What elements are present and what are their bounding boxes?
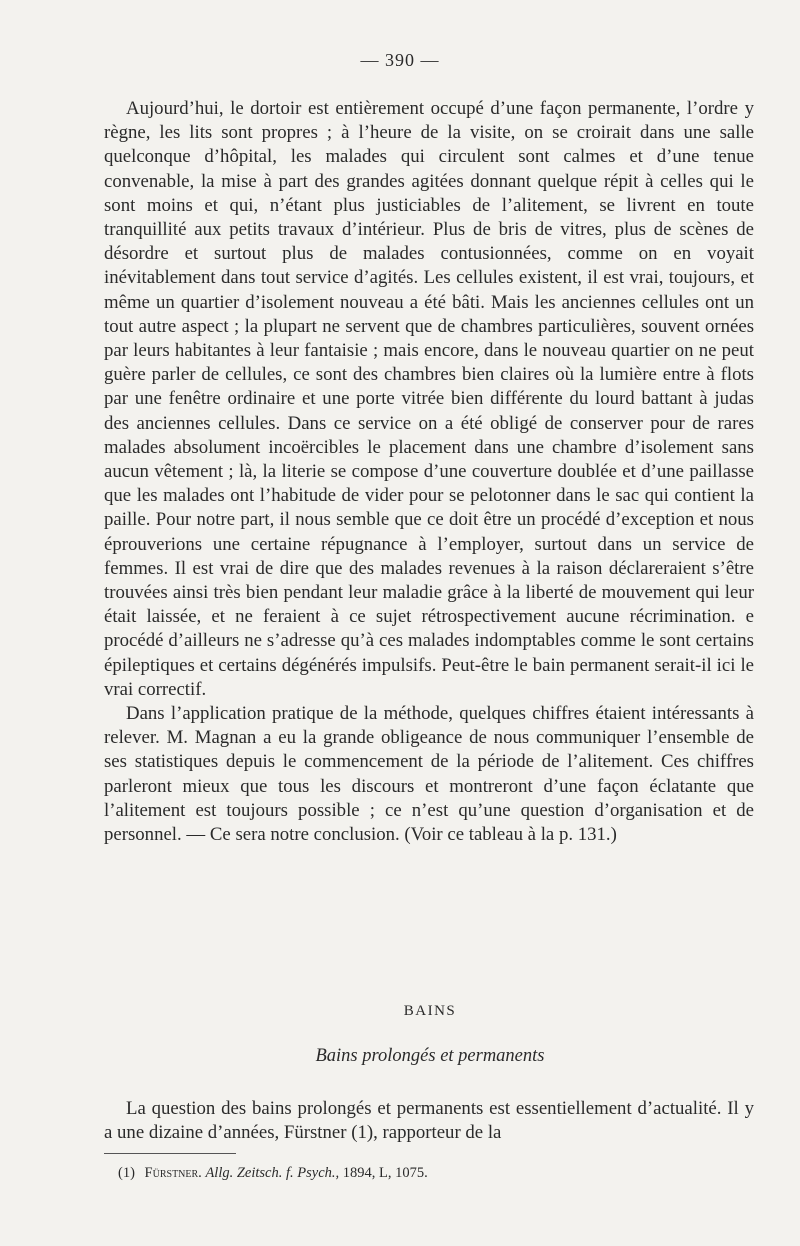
main-text (104, 97, 754, 847)
footnote (118, 1164, 758, 1182)
footnote-divider (104, 1153, 236, 1154)
footnote-author: Fürstner. (144, 1165, 202, 1181)
footnote-marker: (1) (118, 1165, 135, 1181)
section-paragraph: La question des bains prolongés et permanents est essentiellement d’actualité. Il y a une dizaine d’années, Fürstner (1), rapporteur de la (104, 1098, 754, 1144)
section-heading: BAINS (403, 1003, 457, 1019)
paragraph-2: Dans l’application pratique de la méthode, quelques chiffres étaient intéressants à relever. M. Magnan a eu la grande obligeance de nous communiquer l’ensemble de ses statistiques depuis le commencement de la période de l’alitement. Ces chiffres parleront mieux que tous les discours et montreront d’une façon éclatante que l’alitement est toujours possible ; ce n’est qu’une question d’organisation et de personnel. — Ce sera notre conclusion. (Voir ce tableau à la p. 131.) (104, 703, 754, 846)
section-text (104, 1097, 754, 1145)
page-number: — 390 — (360, 50, 440, 70)
footnote-journal: Allg. Zeitsch. f. Psych., (205, 1165, 340, 1181)
subsection-heading: Bains prolongés et permanents (315, 1046, 545, 1066)
paragraph-1: Aujourd’hui, le dortoir est entièrement occupé d’une façon permanente, l’ordre y règne, les lits sont propres ; à l’heure de la visite, on se croirait dans une salle quelconque d’hôpital, les malades qui circulent sont calmes et d’une tenue convenable, la mise à part des grandes agitées donnant quelque répit à celles qui le sont moins et qui, n’étant plus justiciables de l’alitement, se livrent en toute tranquillité aux petits travaux d’intérieur. Plus de bris de vitres, plus de scènes de désordre et surtout plus de malades contusionnées, comme on en voyait inévitablement dans tout service d’agités. Les cellules existent, il est vrai, toujours, et même un quartier d’isolement nouveau a été bâti. Mais les anciennes cellules ont un tout autre aspect ; la plupart ne servent que de chambres particulières, souvent ornées par leurs habitantes à leur fantaisie ; mais encore, dans le nouveau quartier on ne peut guère parler de cellules, ce sont des chambres bien claires où la lumière entre à flots par une fenêtre ordinaire et une porte vitrée bien différente du lourd battant à judas des anciennes cellules. Dans ce service on a été obligé de conserver pour de rares malades absolument incoërcibles le placement dans une chambre d’isolement sans aucun vêtement ; là, la literie se compose d’une couverture doublée et d’une paillasse que les malades ont l’habitude de vider pour se pelotonner dans le sac qui contient la paille. Pour notre part, il nous semble que ce doit être un procédé d’exception et nous éprouverions une certaine répugnance à l’employer, surtout dans un service de femmes. Il est vrai de dire que des malades revenues à la raison déclareraient s’être trouvées ainsi très bien pendant leur maladie grâce à la liberté de mouvement qui leur était laissée, et ne feraient à ce sujet rétrospectivement aucune récrimination. e procédé d’ailleurs ne s’adresse qu’à ces malades indomptables comme le sont certains épileptiques et certains dégénérés impulsifs. Peut-être le bain permanent serait-il ici le vrai correctif. (104, 98, 754, 700)
footnote-details: 1894, L, 1075. (342, 1165, 428, 1181)
